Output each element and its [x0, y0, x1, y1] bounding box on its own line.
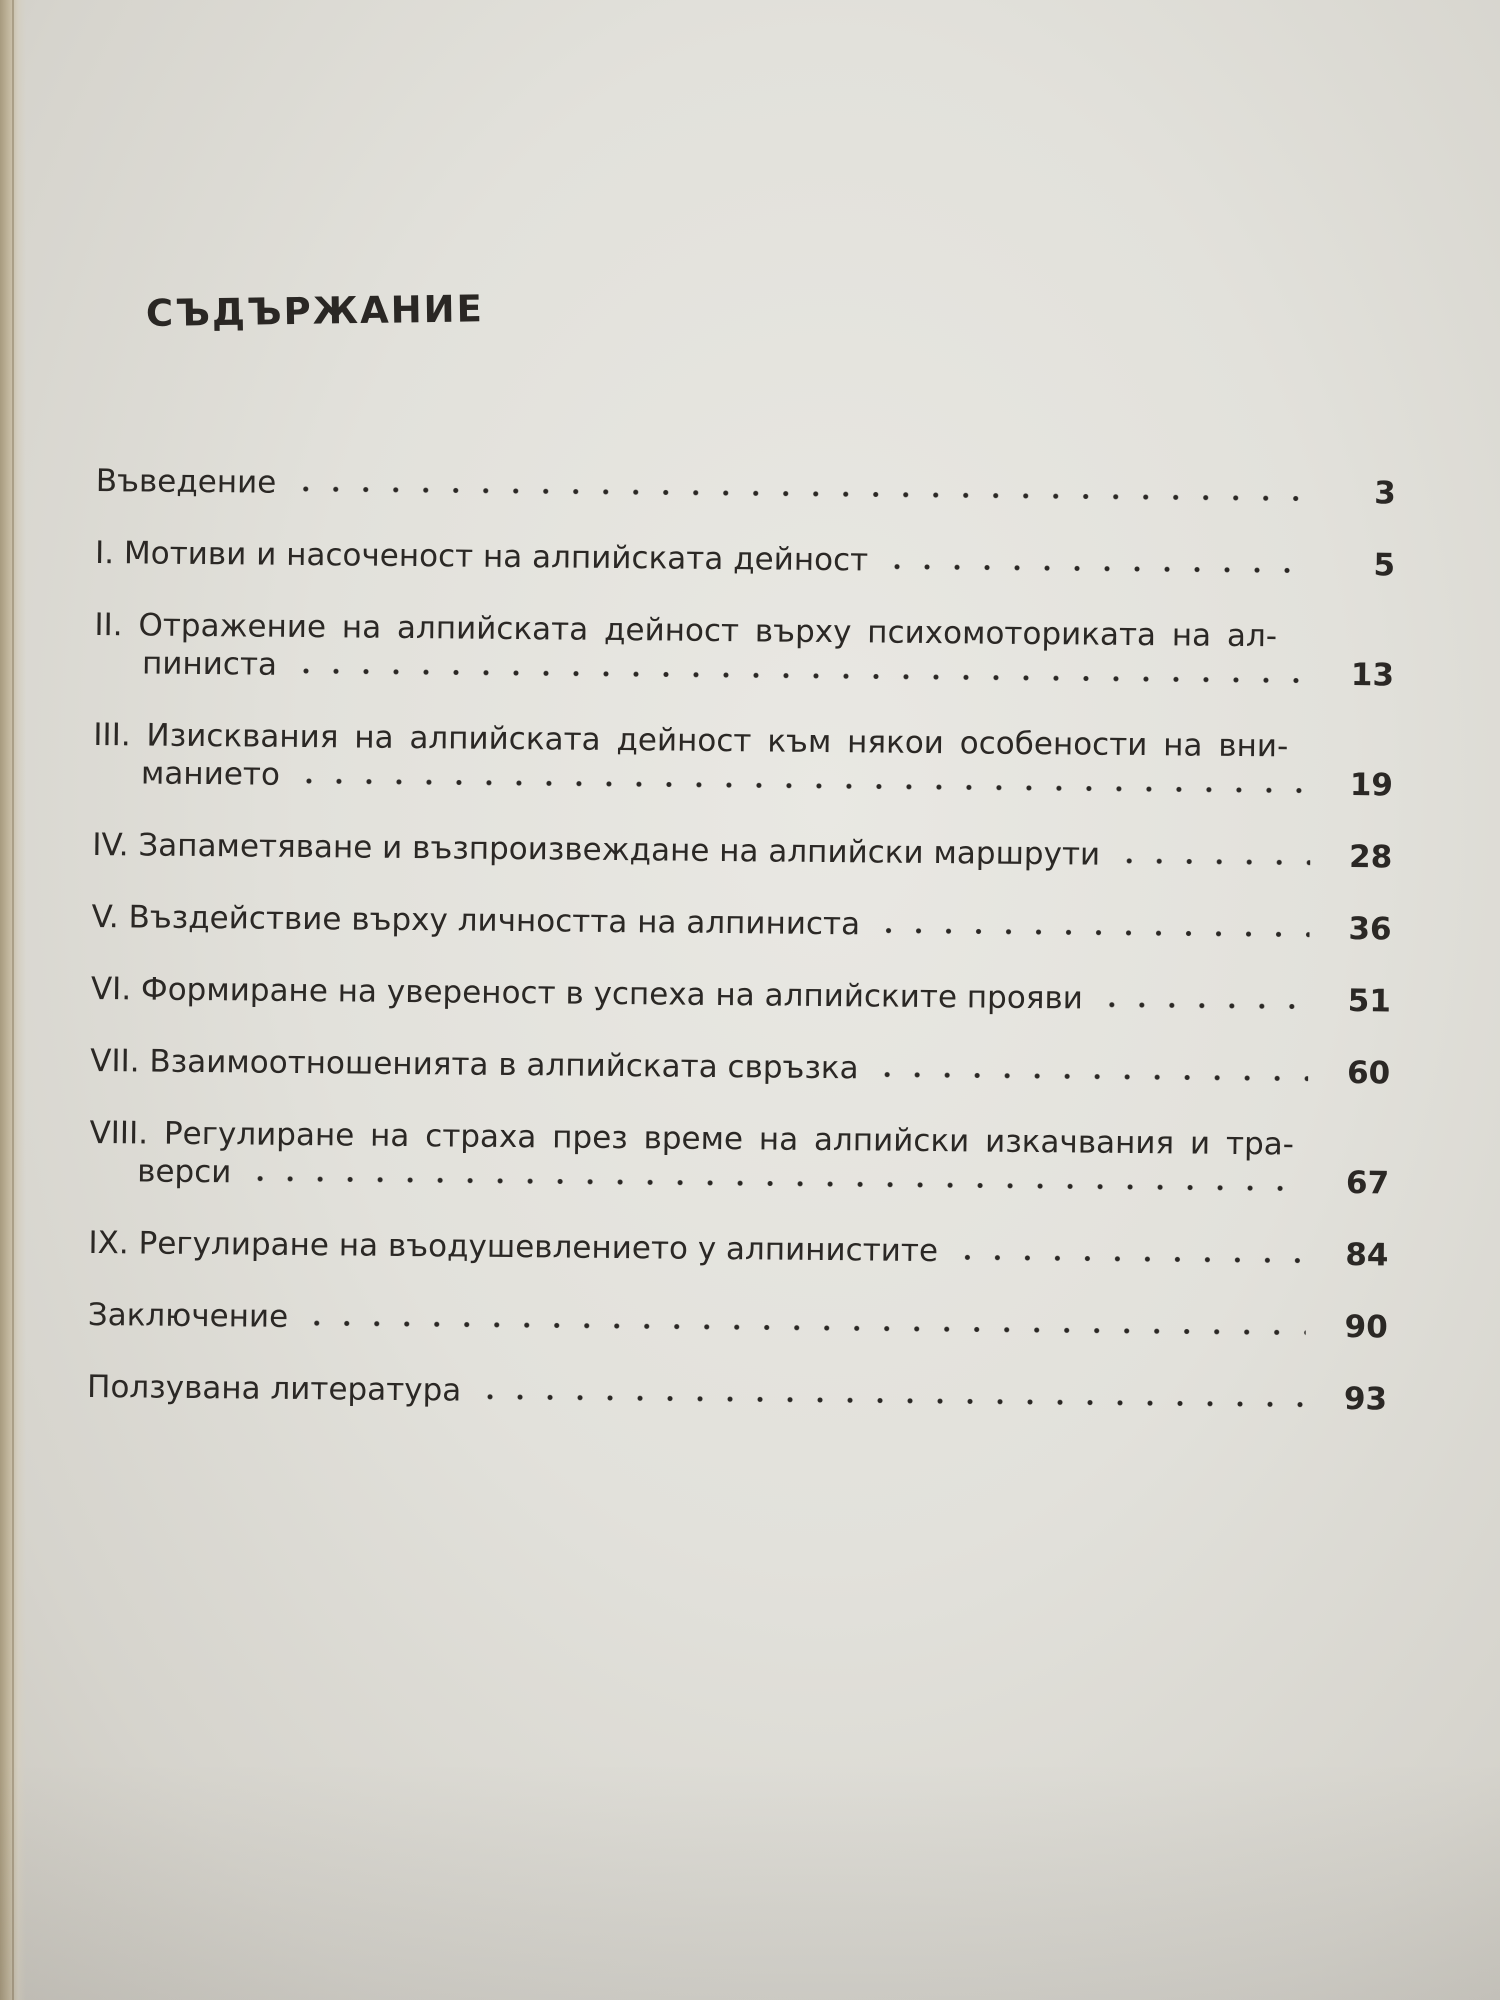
toc-entry-chapter-7 — [90, 1042, 1390, 1092]
toc-page-number: 67 — [1345, 1165, 1390, 1202]
dot-leader — [245, 1175, 1307, 1191]
toc-entry-chapter-4 — [92, 826, 1392, 876]
chapter-number: II. — [94, 606, 123, 644]
toc-entry-chapter-8 — [89, 1114, 1390, 1202]
toc-entry-conclusion — [88, 1296, 1388, 1346]
toc-entry-title — [92, 826, 1100, 874]
toc-entry-title — [91, 970, 1083, 1018]
toc-page-number: 3 — [1374, 475, 1396, 512]
toc-entry-title — [88, 1224, 938, 1270]
dot-leader — [874, 927, 1310, 937]
dot-leader — [302, 1320, 1306, 1336]
chapter-title: Регулиране на въодушевлението у алпинистите — [138, 1225, 939, 1270]
toc-entry-chapter-2 — [94, 606, 1395, 694]
toc-entry-title: Ползувана литература — [86, 1368, 462, 1409]
chapter-number: VII. — [90, 1042, 140, 1080]
toc-entry-references — [87, 1368, 1387, 1418]
toc-page-number: 93 — [1343, 1381, 1388, 1418]
toc-entry-chapter-5 — [91, 898, 1391, 948]
dot-leader — [882, 564, 1313, 574]
dot-leader — [475, 1394, 1305, 1408]
toc-page-number: 36 — [1348, 911, 1392, 948]
toc-entry-introduction — [96, 462, 1396, 512]
chapter-number: IV. — [92, 826, 129, 864]
page-title: СЪДЪРЖАНИЕ — [145, 287, 485, 335]
chapter-title: Запаметяване и възпроизвеждане на алпийски маршрути — [138, 827, 1101, 873]
toc-entry-chapter-9 — [88, 1224, 1388, 1274]
chapter-title: Регулиране на страха през време на алпийски изкачвания и тра- — [163, 1115, 1295, 1163]
toc-entry-title: Заключение — [87, 1296, 289, 1335]
toc-page-number: 84 — [1345, 1237, 1389, 1274]
chapter-title: Взаимоотношенията в алпийската свръзка — [149, 1043, 859, 1087]
toc-page-number: 19 — [1349, 767, 1394, 804]
dot-leader — [1114, 858, 1310, 866]
page-shadow — [0, 1760, 1500, 2000]
toc-entry-chapter-1 — [95, 534, 1395, 584]
toc-entry-title: Въведение — [95, 462, 277, 501]
toc-page-number: 51 — [1347, 983, 1392, 1020]
toc-entry-chapter-3 — [93, 716, 1394, 804]
table-of-contents — [87, 462, 1396, 1452]
toc-page-number: 28 — [1348, 839, 1393, 876]
toc-entry-title-line-2: манието — [140, 755, 281, 793]
dot-leader — [294, 778, 1311, 794]
toc-entry-title — [95, 534, 868, 579]
chapter-number: VIII. — [89, 1114, 149, 1152]
chapter-title: Изисквания на алпийската дейност към някои особености на вни- — [146, 717, 1289, 765]
dot-leader — [1097, 1002, 1309, 1010]
toc-page-number: 60 — [1346, 1055, 1391, 1092]
chapter-title: Отражение на алпийската дейност върху психомоториката на ал- — [138, 607, 1278, 655]
chapter-number: VI. — [90, 970, 132, 1008]
dot-leader — [290, 486, 1313, 502]
chapter-title: Формиране на увереност в успеха на алпийските прояви — [140, 971, 1084, 1017]
toc-page-number: 5 — [1373, 547, 1396, 584]
toc-entry-title — [90, 1042, 859, 1087]
chapter-number: III. — [93, 716, 131, 754]
dot-leader — [873, 1071, 1309, 1081]
dot-leader — [952, 1254, 1306, 1263]
toc-entry-title-line-2: верси — [137, 1153, 232, 1191]
toc-page-number: 13 — [1350, 657, 1395, 694]
chapter-number: I. — [94, 534, 115, 572]
toc-entry-title-line-2: пиниста — [141, 645, 278, 683]
chapter-title: Мотиви и насоченост на алпийската дейност — [123, 535, 869, 579]
spine-edge — [12, 0, 14, 2000]
chapter-number: IX. — [88, 1224, 129, 1262]
toc-entry-title — [91, 898, 860, 943]
toc-page-number: 90 — [1344, 1309, 1388, 1346]
chapter-number: V. — [91, 898, 119, 936]
toc-entry-chapter-6 — [91, 970, 1391, 1020]
chapter-title: Въздействие върху личността на алпиниста — [128, 899, 861, 943]
dot-leader — [291, 668, 1312, 684]
